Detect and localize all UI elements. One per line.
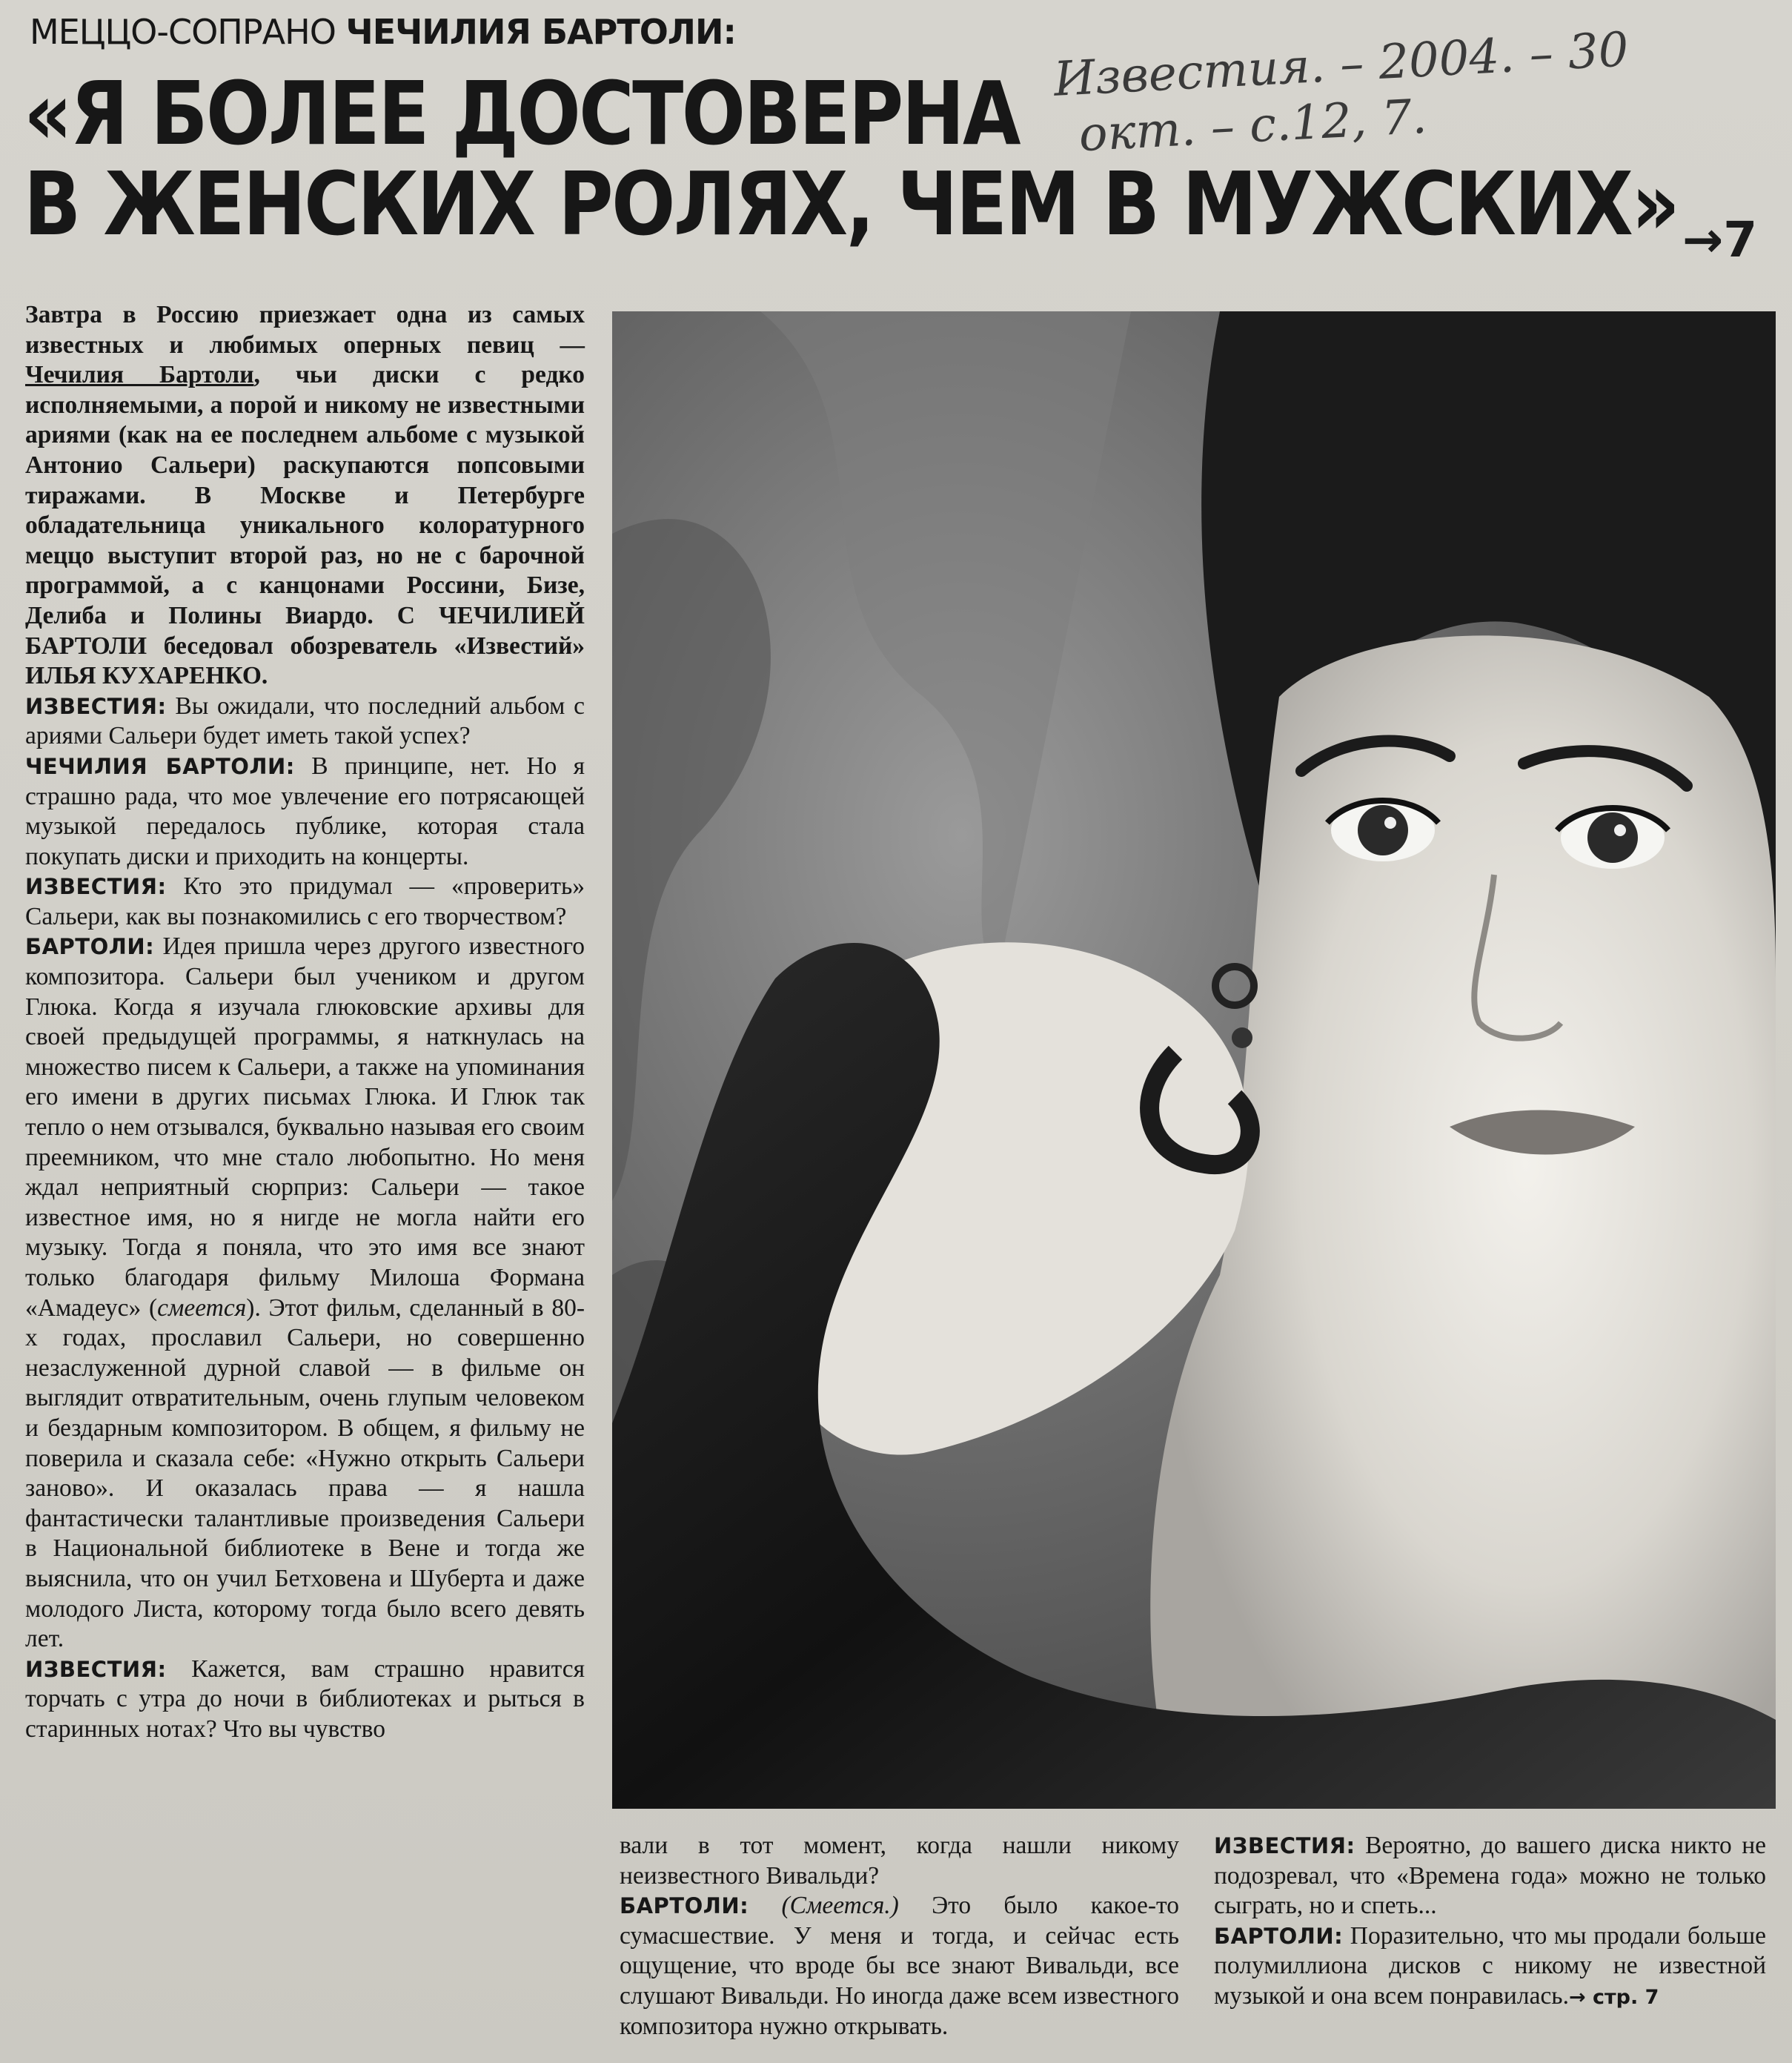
question xyxy=(25,872,585,932)
singer-name: Чечилия Бартоли xyxy=(25,361,254,389)
handwritten-line: окт. – с.12, 7. xyxy=(1077,89,1429,163)
speaker-label: ИЗВЕСТИЯ: xyxy=(25,693,167,719)
speaker-label: БАРТОЛИ: xyxy=(25,934,155,960)
handwritten-line: Известия. – 2004. – 30 xyxy=(1052,22,1630,107)
answer-aside: (Смеется.) xyxy=(781,1892,899,1920)
speaker-label: БАРТОЛИ: xyxy=(620,1893,749,1919)
question-text: вали в тот момент, когда нашли никому неизвестного Вивальди? xyxy=(620,1832,1179,1890)
lead-paragraph xyxy=(25,300,585,692)
question-text: Кто это придумал — «проверить» Сальери, как вы познакомились с его творчеством? xyxy=(25,872,585,930)
speaker-label: ИЗВЕСТИЯ: xyxy=(25,874,167,900)
question-text: Вы ожидали, что последний альбом с ариями Сальери будет иметь такой успех? xyxy=(25,692,585,750)
lead-text: Завтра в Россию приезжает одна из самых известных и любимых оперных певиц — xyxy=(25,301,585,359)
kicker-name: ЧЕЧИЛИЯ БАРТОЛИ: xyxy=(345,12,736,52)
answer xyxy=(25,752,585,872)
speaker-label: ЧЕЧИЛИЯ БАРТОЛИ: xyxy=(25,753,295,779)
answer-text: Поразительно, что мы продали больше полумиллиона дисков с никому не известной музыкой и она всем понравилась. xyxy=(1214,1921,1766,2010)
answer xyxy=(25,932,585,1654)
article-column-right xyxy=(1214,1831,1766,2013)
headline-line: В ЖЕНСКИХ РОЛЯХ, ЧЕМ В МУЖСКИХ» xyxy=(24,153,1679,255)
question xyxy=(1214,1831,1766,1921)
article-column-middle xyxy=(620,1831,1179,2042)
answer-text: В принципе, нет. Но я страшно рада, что мое увлечение его потрясающей музыкой передалось публике, которая стала покупать диски и приходить на концерты. xyxy=(25,752,585,870)
portrait-illustration xyxy=(612,311,1776,1809)
continued-page-marker: →7 xyxy=(1682,211,1758,268)
speaker-label: БАРТОЛИ: xyxy=(1214,1923,1344,1949)
question-continued xyxy=(620,1831,1179,1891)
kicker xyxy=(30,9,736,55)
answer-text: Это было какое-то сумасшествие. У меня и тогда, и сейчас есть ощущение, что вроде бы все знают Вивальди, все слушают Вивальди. Но иногда даже всем известного композитора нужно открывать. xyxy=(620,1892,1180,2040)
question xyxy=(25,1655,585,1745)
answer xyxy=(1214,1921,1766,2013)
article-column-left xyxy=(25,300,585,1745)
continued-page-link: → стр. 7 xyxy=(1568,1985,1659,2009)
headline-line: «Я БОЛЕЕ ДОСТОВЕРНА xyxy=(24,62,1020,165)
speaker-label: ИЗВЕСТИЯ: xyxy=(1214,1833,1355,1858)
answer xyxy=(620,1891,1179,2042)
answer-text: ). Этот фильм, сделанный в 80-х годах, прославил Сальери, но совершенно незаслуженной дурной славой — в фильме он выглядит отвратительным, очень глупым человеком и бездарным композитором. В общем, я фильму не поверила и сказала себе: «Нужно открыть Сальери заново». И оказалась права — я нашла фантастически талантливые произведения Сальери в Национальной библиотеке в Вене и тогда же выяснила, что он учил Бетховена и Шуберта и даже молодого Листа, которому тогда было всего девять лет. xyxy=(25,1294,585,1653)
answer-text: Идея пришла через другого известного композитора. Сальери был учеником и другом Глюка. Когда я изучала глюковские архивы для своей предыдущей программы, я наткнулась на множество писем к Сальери, а также на упоминания его имени в других письмах Глюка. И Глюк так тепло о нем отзывался, буквально называя его своим преемником, что мне стало любопытно. Но меня ждал неприятный сюрприз: Сальери — такое известное имя, но я нигде не могла найти его музыку. Тогда я поняла, что это имя все знают только благодаря фильму Милоша Формана «Амадеус» ( xyxy=(25,933,585,1322)
kicker-role: МЕЦЦО-СОПРАНО xyxy=(30,12,336,52)
portrait-photo xyxy=(612,311,1776,1809)
question-text: Кажется, вам страшно нравится торчать с утра до ночи в библиотеках и рыться в старинных нотах? Что вы чувство xyxy=(25,1655,585,1743)
speaker-label: ИЗВЕСТИЯ: xyxy=(25,1656,167,1682)
question xyxy=(25,692,585,752)
lead-text: , чьи диски с редко исполняемыми, а порой и никому не известными ариями (как на ее последнем альбоме с музыкой Антонио Сальери) раскупаются попсовыми тиражами. В Москве и Петербурге обладательница уникального колоратурного меццо выступит второй раз, но не с барочной программой, а с канцонами Россини, Бизе, Делиба и Полины Виардо. С ЧЕЧИЛИЕЙ БАРТОЛИ беседовал обозреватель «Известий» ИЛЬЯ КУХАРЕНКО. xyxy=(25,361,585,690)
answer-aside: смеется xyxy=(157,1294,247,1322)
question-text: Вероятно, до вашего диска никто не подозревал, что «Времена года» можно не только сыграть, но и спеть... xyxy=(1214,1832,1766,1920)
